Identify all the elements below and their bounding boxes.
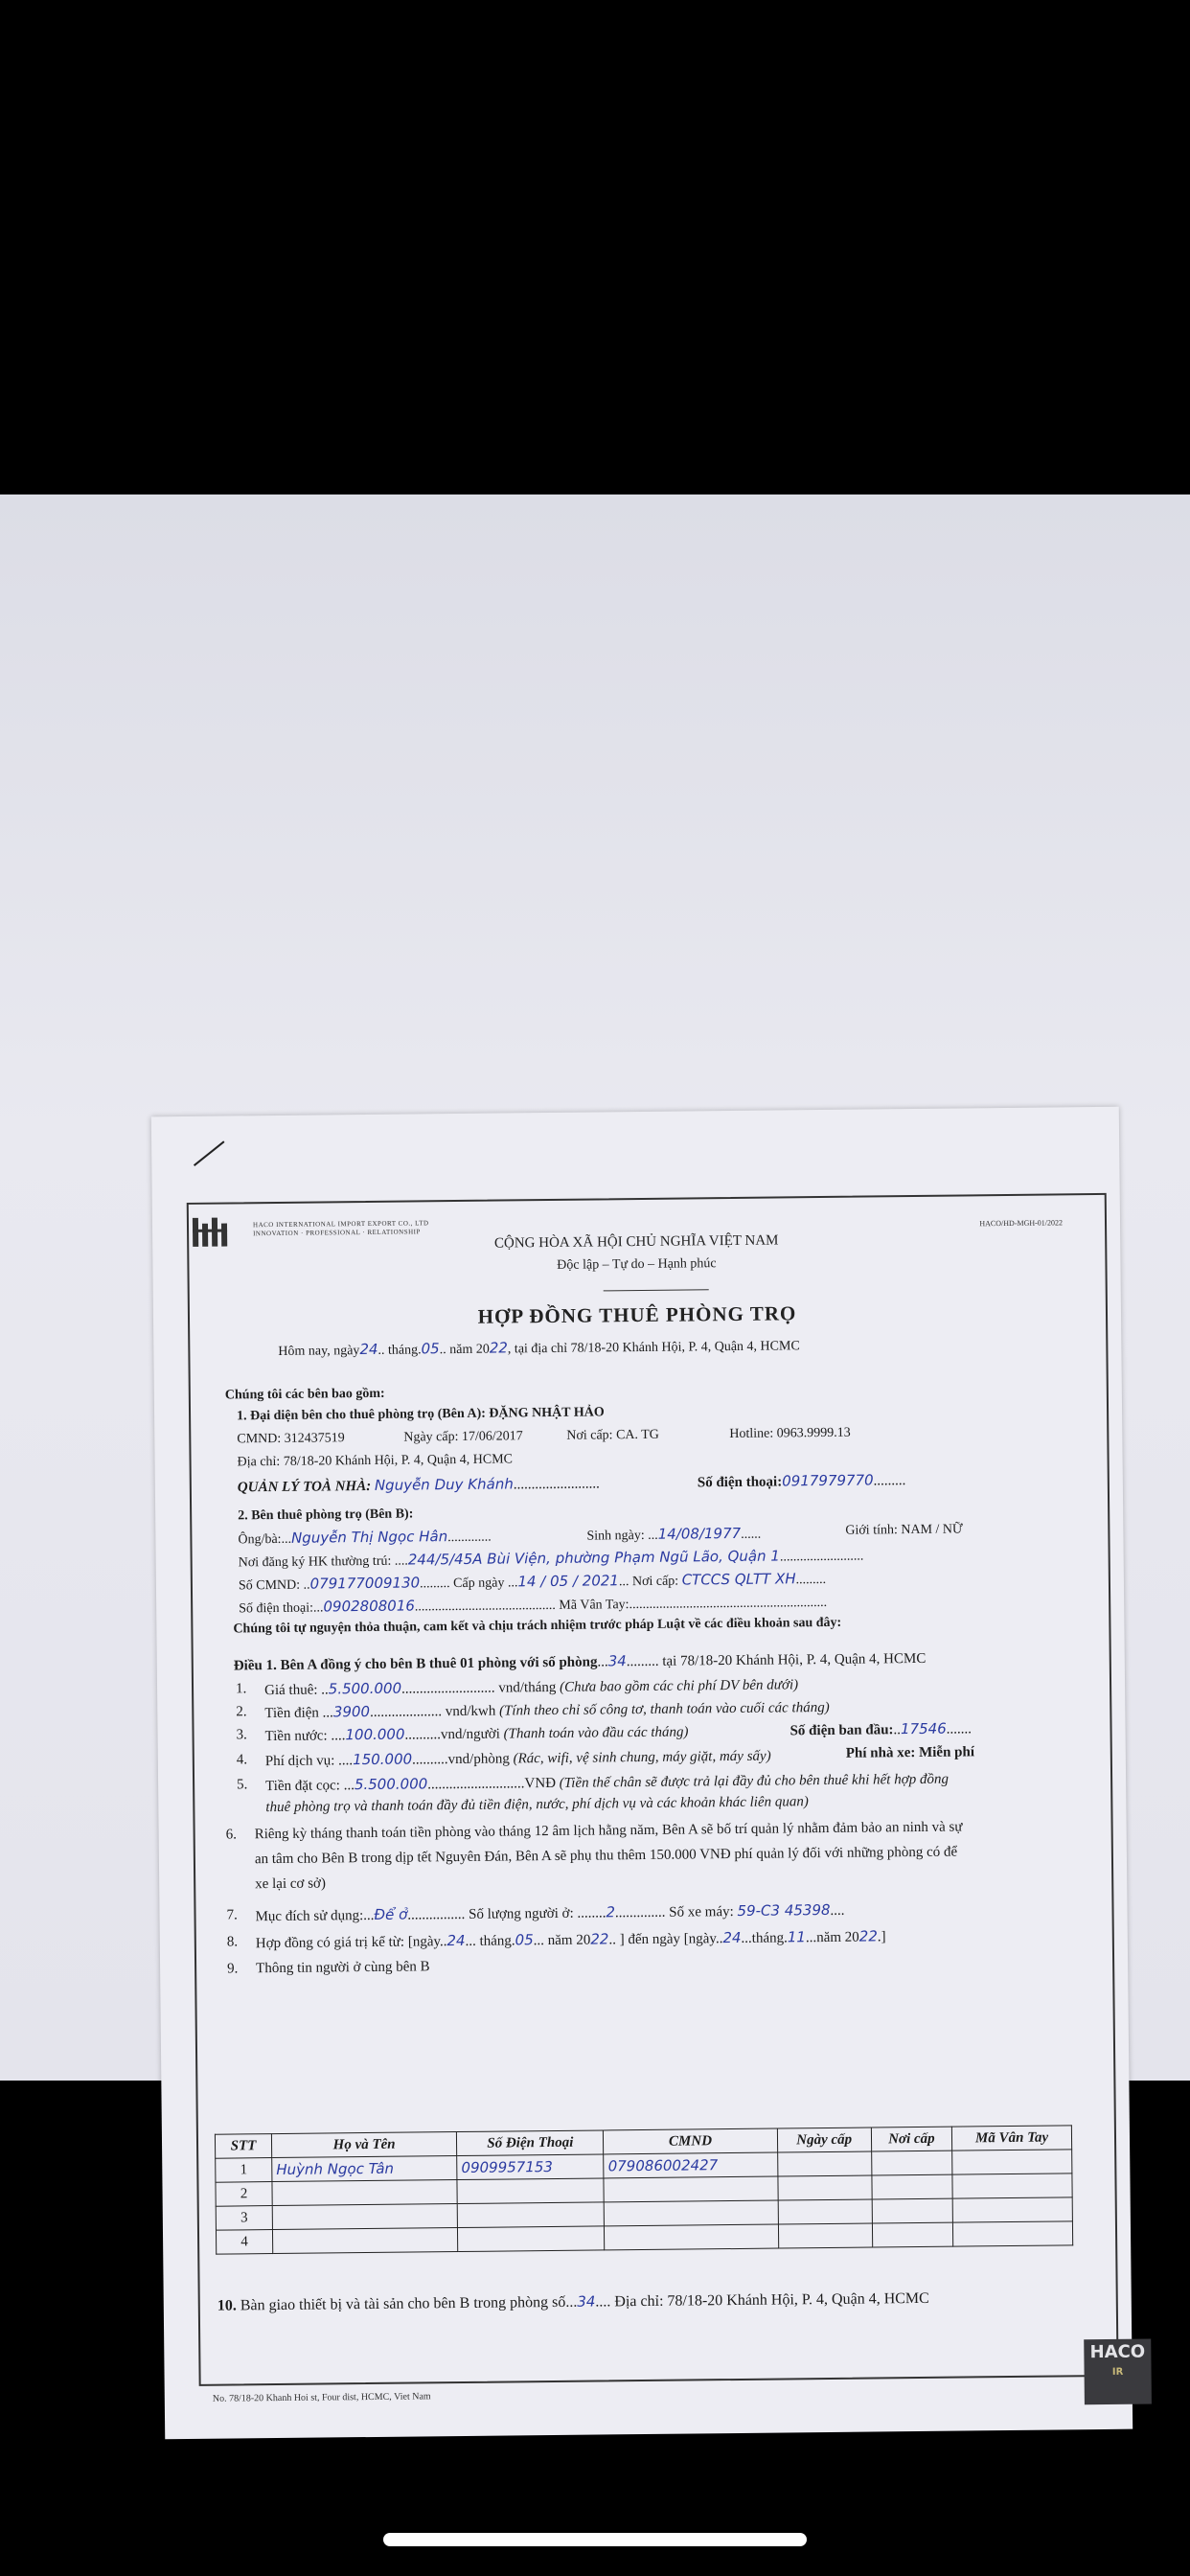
- dob-line: Sinh ngày: ...14/08/1977......: [586, 1524, 762, 1544]
- motto: Độc lập – Tự do – Hạnh phúc: [557, 1256, 717, 1273]
- validity-prefix: Hợp đồng có giá trị kể từ: [ngày: [255, 1934, 441, 1952]
- date-suffix: , tại địa chỉ 78/18-20 Khánh Hội, P. 4, Quận 4, HCMC: [507, 1339, 800, 1357]
- cell-phone: 0909957153: [457, 2154, 604, 2180]
- article-1-prefix: Điều 1. Bên A đồng ý cho bên B thuê 01 phòng với số phòng: [233, 1654, 598, 1674]
- deposit-label: Tiền đặt cọc:: [265, 1778, 340, 1795]
- rent-value: 5.500.000: [328, 1679, 402, 1698]
- article-10: 10. Bàn giao thiết bị và tài sản cho bên B trong phòng số...34.... Địa chỉ: 78/18-20 Khánh Hội, P. 4, Quận 4, HCMC: [217, 2289, 929, 2314]
- parking-note: Phí nhà xe: Miễn phí: [845, 1744, 975, 1761]
- to-label: ] đến ngày [ngày: [619, 1931, 716, 1948]
- num-6: 6.: [225, 1827, 237, 1843]
- article-10-prefix: 10.: [217, 2297, 237, 2314]
- manager-name: Nguyễn Duy Khánh: [374, 1475, 514, 1494]
- manager-phone: 0917979770: [782, 1471, 874, 1490]
- num-9: 9.: [227, 1961, 239, 1977]
- purpose-line: Mục đích sử dụng:...Để ở................ Số lượng người ở: ........2.............. Số xe máy: 59-C3 45398....: [255, 1900, 845, 1925]
- water-value: 100.000: [345, 1725, 405, 1744]
- cell-phone: [457, 2178, 604, 2204]
- hk-label: Nơi đăng ký HK thường trú:: [238, 1553, 392, 1571]
- room-number: 34: [607, 1652, 627, 1670]
- from-day: 24: [446, 1931, 466, 1950]
- party-a-address: Địa chỉ: 78/18-20 Khánh Hội, P. 4, Quận 4, HCMC: [237, 1452, 514, 1470]
- service-label: Phí dịch vụ:: [264, 1753, 335, 1770]
- to-day: 24: [722, 1928, 742, 1947]
- stamp-text: HACO: [1089, 2341, 1146, 2363]
- article-10-room: 34: [577, 2292, 596, 2311]
- stamp-sub: IR: [1111, 2366, 1124, 2378]
- service-value: 150.000: [353, 1750, 413, 1769]
- cell-name: [272, 2204, 457, 2230]
- hk-line: Nơi đăng ký HK thường trú: ....244/5/45A Bùi Viện, phường Phạm Ngũ Lão, Quận 1.........................: [238, 1547, 864, 1571]
- cell-issue-date: [778, 2223, 872, 2248]
- rent-note: (Chưa bao gồm các chi phí DV bên dưới): [559, 1677, 799, 1695]
- close-bracket: ]: [881, 1929, 886, 1945]
- item-6-line-2: an tâm cho Bên B trong dịp tết Nguyên Đán, Bên A sẽ phụ thu thêm 150.000 VNĐ phí quản lý đối với những phòng có để: [254, 1844, 958, 1868]
- year-label: năm 20: [449, 1342, 490, 1358]
- cell-cmnd: 079086002427: [604, 2152, 777, 2178]
- year-value: 22: [489, 1339, 508, 1357]
- cell-name: [272, 2180, 457, 2206]
- to-month-label: tháng: [751, 1930, 785, 1946]
- meter-line: Số điện ban đầu:..17546.......: [790, 1719, 973, 1739]
- cell-fingerprint: [952, 2174, 1072, 2198]
- cell-fingerprint: [952, 2150, 1072, 2174]
- cell-name: [272, 2228, 457, 2254]
- party-a-issue-date: Ngày cấp: 17/06/2017: [403, 1429, 523, 1445]
- num-2: 2.: [236, 1704, 247, 1720]
- party-a-label: 1. Đại diện bên cho thuê phòng trọ (Bên A):: [237, 1406, 486, 1424]
- cell-issue-date: [778, 2175, 872, 2200]
- cell-stt: 4: [216, 2230, 272, 2255]
- water-note: (Thanh toán vào đầu các tháng): [503, 1724, 689, 1742]
- from-year-label: năm 20: [547, 1932, 591, 1949]
- cell-issue-place: [872, 2174, 953, 2199]
- manager-phone-line: Số điện thoại:0917979770.........: [697, 1471, 906, 1491]
- service-unit: vnd/phòng: [447, 1751, 510, 1768]
- cell-issue-place: [872, 2198, 953, 2223]
- service-line: Phí dịch vụ: ....150.000..........vnd/phòng (Rác, wifi, vệ sinh chung, máy giặt, máy sấy): [264, 1748, 771, 1770]
- manager-line: QUẢN LÝ TOÀ NHÀ: Nguyễn Duy Khánh........................: [237, 1475, 600, 1496]
- num-5: 5.: [237, 1777, 248, 1793]
- deposit-note-1: (Tiền thế chân sẽ được trả lại đầy đủ cho bên thuê khi hết hợp đồng: [559, 1771, 949, 1791]
- issue-date-value: 14 / 05 / 2021: [517, 1572, 620, 1591]
- occupants-table: [215, 2125, 1073, 2254]
- article-10-text: Bàn giao thiết bị và tài sản cho bên B trong phòng số: [240, 2293, 566, 2314]
- cell-phone: [457, 2202, 604, 2228]
- to-year: 22: [858, 1927, 878, 1945]
- date-prefix: Hôm nay, ngày: [278, 1344, 360, 1359]
- cell-stt: 1: [216, 2158, 272, 2183]
- water-line: Tiền nước: ....100.000..........vnd/người (Thanh toán vào đầu các tháng): [264, 1724, 689, 1745]
- cell-cmnd: [604, 2176, 777, 2202]
- to-month: 11: [787, 1928, 806, 1946]
- rent-unit: vnd/tháng: [498, 1679, 557, 1696]
- purpose-value: Để ở: [374, 1905, 408, 1923]
- item-6-line-1: Riêng kỳ tháng thanh toán tiền phòng vào tháng 12 âm lịch hằng năm, Bên A sẽ bố trí quản lý nhằm đảm bảo an ninh và sự: [254, 1819, 963, 1843]
- elec-note: (Tính theo chỉ số công tơ, thanh toán vào cuối các tháng): [498, 1699, 830, 1719]
- cmnd-label: Số CMND:: [238, 1577, 301, 1594]
- elec-value: 3900: [332, 1702, 371, 1721]
- phone-line: Số điện thoại:...0902808016.......................................... Mã Vân Tay:...........................................................: [239, 1595, 828, 1617]
- issue-place-label: Nơi cấp:: [631, 1574, 679, 1590]
- from-month: 05: [515, 1931, 534, 1949]
- party-a-cmnd: CMND: 312437519: [237, 1431, 345, 1447]
- company-name: HACO INTERNATIONAL IMPORT EXPORT CO., LTD: [252, 1219, 429, 1230]
- bike-label: Số xe máy:: [669, 1904, 734, 1920]
- photo-background: [0, 494, 1190, 2404]
- contract-paper: [151, 1107, 1146, 2440]
- national-title: CỘNG HÒA XÃ HỘI CHỦ NGHĨA VIỆT NAM: [493, 1232, 779, 1252]
- agreement-line: Chúng tôi tự nguyện thỏa thuận, cam kết và chịu trách nhiệm trước pháp Luật về các điều khoản sau đây:: [233, 1615, 842, 1637]
- num-1: 1.: [235, 1681, 247, 1697]
- cmnd-value: 079177009130: [309, 1574, 421, 1593]
- num-8: 8.: [226, 1934, 239, 1950]
- party-a-issue-place: Nơi cấp: CA. TG: [566, 1427, 659, 1443]
- deposit-value: 5.500.000: [354, 1775, 428, 1794]
- gender-label: Giới tính: NAM / NỮ: [845, 1522, 963, 1538]
- home-indicator[interactable]: [383, 2533, 807, 2546]
- num-4: 4.: [236, 1752, 248, 1768]
- article-10-suffix: Địa chỉ: 78/18-20 Khánh Hội, P. 4, Quận 4, HCMC: [614, 2289, 929, 2311]
- people-value: 2: [606, 1903, 616, 1921]
- article-1-suffix: tại 78/18-20 Khánh Hội, P. 4, Quận 4, HCMC: [662, 1650, 927, 1669]
- manager-phone-label: Số điện thoại:: [697, 1474, 783, 1491]
- elec-unit: vnd/kwh: [445, 1703, 496, 1720]
- cell-issue-place: [871, 2150, 952, 2175]
- from-month-label: tháng: [479, 1933, 512, 1949]
- rent-label: Giá thuê:: [263, 1682, 318, 1699]
- purpose-label: Mục đích sử dụng:: [255, 1908, 364, 1925]
- manager-label: QUẢN LÝ TOÀ NHÀ:: [237, 1478, 372, 1496]
- party-a-name: ĐẶNG NHẬT HẢO: [489, 1405, 605, 1421]
- tenant-name-line: Ông/bà:...Nguyễn Thị Ngọc Hân.............: [238, 1528, 492, 1548]
- water-label: Tiền nước:: [264, 1728, 328, 1745]
- tenant-name: Nguyễn Thị Ngọc Hân: [290, 1528, 448, 1547]
- month-label: tháng: [387, 1343, 419, 1358]
- bike-value: 59-C3 45398: [737, 1900, 831, 1920]
- electricity-line: Tiền điện ...3900.................... vnd/kwh (Tính theo chỉ số công tơ, thanh toán vào cuối các tháng): [264, 1699, 830, 1722]
- cell-fingerprint: [952, 2221, 1072, 2246]
- deposit-line: Tiền đặt cọc: ...5.500.000...........................VNĐ (Tiền thế chân sẽ được trả lại đầy đủ cho bên thuê khi hết hợp đồng: [265, 1771, 949, 1795]
- footer-address: No. 78/18-20 Khanh Hoi st, Four dist, HCMC, Viet Nam: [212, 2391, 431, 2404]
- date-line: Hôm nay, ngày24.. tháng.05.. năm 2022, tại địa chỉ 78/18-20 Khánh Hội, P. 4, Quận 4, HCMC: [278, 1339, 800, 1359]
- contract-title: HỢP ĐỒNG THUÊ PHÒNG TRỌ: [477, 1301, 797, 1328]
- party-b-label: 2. Bên thuê phòng trọ (Bên B):: [238, 1506, 414, 1524]
- cell-issue-place: [872, 2222, 953, 2247]
- header-phone: Số Điện Thoại: [457, 2130, 604, 2156]
- cell-issue-date: [777, 2151, 871, 2176]
- header-cmnd: CMND: [604, 2128, 777, 2154]
- cell-phone: [458, 2226, 605, 2252]
- item-6-line-3: xe lại cơ sở): [255, 1875, 327, 1893]
- pen-mark: [194, 1140, 225, 1166]
- party-a-hotline: Hotline: 0963.9999.13: [729, 1425, 851, 1442]
- header-name: Họ và Tên: [271, 2132, 456, 2158]
- header-issue-date: Ngày cấp: [777, 2128, 871, 2152]
- company-name-block: [253, 1219, 429, 1238]
- meter-label: Số điện ban đầu:: [790, 1722, 894, 1739]
- people-label: Số lượng người ở:: [468, 1905, 574, 1922]
- haco-stamp: [1084, 2338, 1152, 2404]
- phone-value: 0902808016: [323, 1597, 415, 1616]
- to-year-label: năm 20: [816, 1929, 859, 1946]
- from-year: 22: [590, 1930, 609, 1948]
- water-unit: vnd/người: [440, 1726, 500, 1743]
- article-1: Điều 1. Bên A đồng ý cho bên B thuê 01 phòng với số phòng...34......... tại 78/18-20 Khánh Hội, P. 4, Quận 4, HCMC: [233, 1650, 927, 1674]
- header-stt: STT: [215, 2134, 271, 2159]
- cell-stt: 2: [216, 2182, 272, 2207]
- elec-label: Tiền điện: [264, 1705, 319, 1722]
- form-code: HACO/HD-MGH-01/2022: [979, 1218, 1064, 1229]
- dob-value: 14/08/1977: [657, 1524, 742, 1543]
- cell-stt: 3: [216, 2206, 272, 2231]
- ong-ba-label: Ông/bà:: [238, 1531, 282, 1548]
- parties-intro: Chúng tôi các bên bao gồm:: [224, 1386, 385, 1403]
- cell-fingerprint: [952, 2197, 1072, 2222]
- cmnd-line: Số CMND: ..079177009130......... Cấp ngày ...14 / 05 / 2021... Nơi cấp: CTCCS QLTT XH.........: [238, 1570, 827, 1594]
- cell-cmnd: [605, 2200, 778, 2226]
- cell-cmnd: [605, 2224, 778, 2250]
- deposit-unit: VNĐ: [524, 1775, 557, 1792]
- issue-date-label: Cấp ngày: [453, 1576, 505, 1592]
- num-7: 7.: [226, 1907, 238, 1923]
- cell-name: Huỳnh Ngọc Tân: [272, 2156, 457, 2182]
- meter-value: 17546: [900, 1719, 947, 1738]
- header-issue-place: Nơi cấp: [871, 2127, 952, 2151]
- rent-line: Giá thuê: ..5.500.000.......................... vnd/tháng (Chưa bao gồm các chi phí DV bên dưới): [263, 1677, 799, 1699]
- occupants-label: Thông tin người ở cùng bên B: [256, 1959, 430, 1977]
- service-note: (Rác, wifi, vệ sinh chung, máy giặt, máy sấy): [513, 1748, 771, 1767]
- num-3: 3.: [236, 1727, 247, 1743]
- header-fingerprint: Mã Vân Tay: [951, 2126, 1071, 2150]
- hk-value: 244/5/45A Bùi Viện, phường Phạm Ngũ Lão, Quận 1: [407, 1547, 780, 1569]
- deposit-note-2: thuê phòng trọ và thanh toán đầy đủ tiền điện, nước, phí dịch vụ và các khoản khác liên quan): [265, 1794, 809, 1816]
- issue-place-value: CTCCS QLTT XH: [681, 1570, 796, 1589]
- validity-line: Hợp đồng có giá trị kể từ: [ngày..24... tháng.05... năm 2022.. ] đến ngày [ngày..24...tháng.11...năm 2022.]: [255, 1927, 886, 1952]
- cell-issue-date: [778, 2199, 872, 2224]
- phone-label: Số điện thoại:: [239, 1600, 314, 1617]
- fingerprint-label: Mã Vân Tay:: [559, 1598, 629, 1613]
- day-value: 24: [359, 1340, 378, 1359]
- company-tagline: INNOVATION · PROFESSIONAL · RELATIONSHIP: [253, 1228, 421, 1238]
- dob-label: Sinh ngày:: [586, 1528, 645, 1544]
- month-value: 05: [421, 1340, 440, 1358]
